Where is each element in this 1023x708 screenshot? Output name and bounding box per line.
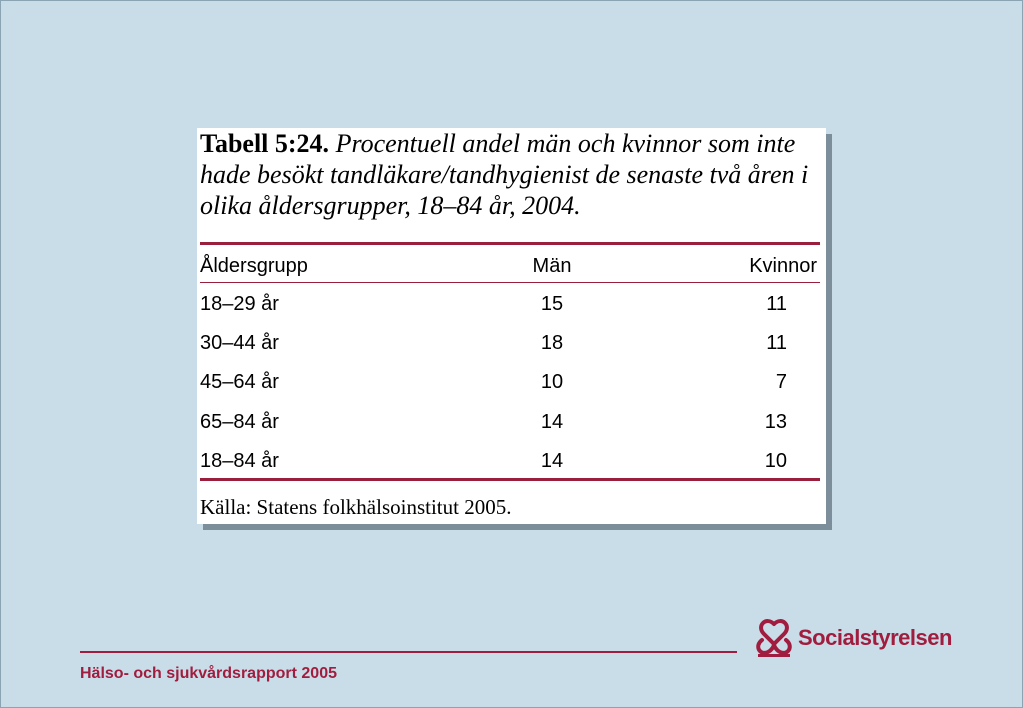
logo-emblem-icon <box>752 618 796 658</box>
table-caption <box>200 128 822 221</box>
row-4-age: 65–84 år <box>200 411 279 433</box>
row-1-men: 15 <box>540 293 564 315</box>
row-1-age: 18–29 år <box>200 293 279 315</box>
row-5-women: 10 <box>764 450 787 472</box>
header-women: Kvinnor <box>749 255 817 277</box>
header-rule <box>200 282 820 283</box>
logo-wordmark: Socialstyrelsen <box>798 625 952 650</box>
row-1-women: 11 <box>766 293 787 315</box>
row-3-age: 45–64 år <box>200 371 279 393</box>
row-5-age: 18–84 år <box>200 450 279 472</box>
header-men: Män <box>532 255 572 277</box>
row-3-women: 7 <box>775 371 787 393</box>
table-source: Källa: Statens folkhälsoinstitut 2005. <box>200 495 512 519</box>
row-5-men: 14 <box>540 450 564 472</box>
row-4-men: 14 <box>540 411 564 433</box>
header-age-group: Åldersgrupp <box>200 255 308 277</box>
caption-label: Tabell 5:24. <box>200 129 330 158</box>
table-top-rule <box>200 242 820 245</box>
row-4-women: 13 <box>764 411 787 433</box>
row-2-women: 11 <box>766 332 787 354</box>
socialstyrelsen-logo <box>752 618 952 658</box>
row-2-age: 30–44 år <box>200 332 279 354</box>
row-3-men: 10 <box>540 371 564 393</box>
table-bottom-rule <box>200 478 820 481</box>
table-figure <box>197 128 826 524</box>
footer-divider <box>80 651 737 653</box>
row-2-men: 18 <box>540 332 564 354</box>
report-title: Hälso- och sjukvårdsrapport 2005 <box>80 665 337 682</box>
caption-text: Procentuell andel män och kvinnor som inte hade besökt tandläkare/tandhygienist de senaste två åren i olika åldersgrupper, 18–84 år, 2004. <box>200 129 809 220</box>
